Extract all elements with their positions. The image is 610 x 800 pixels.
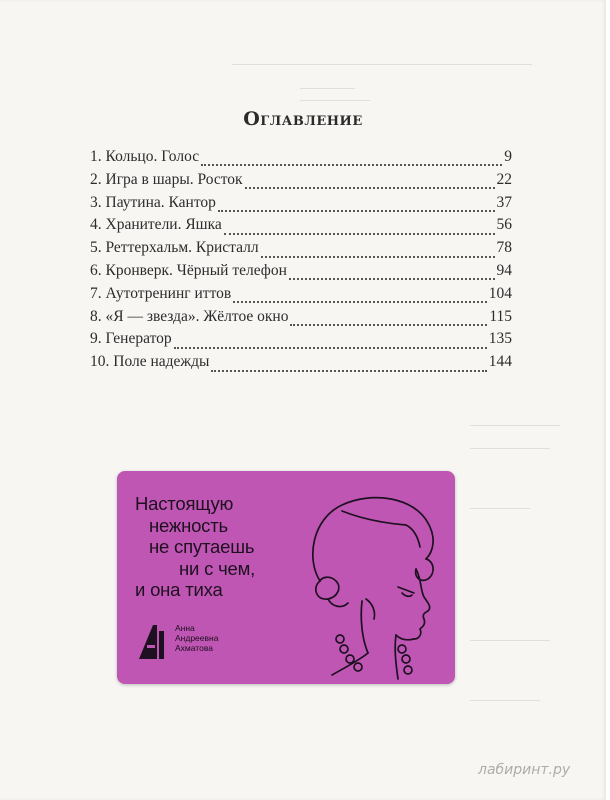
toc-leader-dots xyxy=(233,301,487,303)
bleed-through-line xyxy=(470,448,550,449)
author-line: Андреевна xyxy=(175,633,219,643)
toc-entry xyxy=(90,194,512,217)
toc-entry xyxy=(90,308,512,331)
toc-entry xyxy=(90,330,512,353)
toc-leader-dots xyxy=(218,210,495,212)
toc-entry-label: 3. Паутина. Кантор xyxy=(90,193,216,211)
toc-entry xyxy=(90,285,512,308)
toc-entry-label: 2. Игра в шары. Росток xyxy=(90,170,243,188)
toc-entry-label: 7. Аутотренинг иттов xyxy=(90,284,232,302)
toc-leader-dots xyxy=(289,278,495,280)
toc-entry xyxy=(90,353,512,376)
toc-entry-label: 5. Реттерхальм. Кристалл xyxy=(90,239,259,257)
toc-leader-dots xyxy=(201,164,502,166)
bleed-through-line xyxy=(232,64,532,65)
quote-line: Настоящую xyxy=(135,493,234,514)
bookmark-card xyxy=(117,471,455,684)
toc-entry-label: 1. Кольцо. Голос xyxy=(90,148,200,165)
quote-line: не спутаешь xyxy=(149,536,255,557)
toc-entry-page: 104 xyxy=(488,284,512,302)
toc-entry xyxy=(90,148,512,171)
toc-leader-dots xyxy=(261,256,495,258)
bleed-through-line xyxy=(470,700,540,701)
toc-entry-page: 94 xyxy=(496,261,512,279)
bleed-through-line xyxy=(300,100,370,101)
toc-entry-page: 22 xyxy=(496,170,512,188)
toc-entry xyxy=(90,262,512,285)
toc-entry xyxy=(90,171,512,194)
woman-profile-icon xyxy=(302,489,452,684)
toc-entry xyxy=(90,239,512,262)
author-line: Ахматова xyxy=(175,643,213,653)
quote-line: нежность xyxy=(149,514,228,536)
card-author xyxy=(175,623,265,653)
quote-line: ни с чем, xyxy=(179,557,256,579)
toc-entry-page: 56 xyxy=(496,216,512,234)
toc-leader-dots xyxy=(290,324,487,326)
toc-entry-page: 144 xyxy=(488,353,512,371)
bleed-through-line xyxy=(470,640,550,641)
publisher-a-logo-icon xyxy=(137,621,169,661)
toc-entry-page: 78 xyxy=(496,239,512,257)
author-line: Анна xyxy=(175,623,195,633)
toc-entry-page: 9 xyxy=(504,148,512,165)
toc-list xyxy=(90,148,512,376)
toc-title: Оглавление xyxy=(243,108,363,130)
toc-entry-label: 8. «Я — звезда». Жёлтое окно xyxy=(90,307,289,325)
toc-entry xyxy=(90,216,512,239)
toc-entry-page: 135 xyxy=(488,330,512,348)
bleed-through-line xyxy=(470,508,530,509)
bleed-through-line xyxy=(470,425,560,426)
toc-entry-label: 9. Генератор xyxy=(90,330,172,348)
toc-entry-label: 4. Хранители. Яшка xyxy=(90,216,222,234)
toc-leader-dots xyxy=(211,370,486,372)
toc-leader-dots xyxy=(224,233,495,235)
quote-line: и она тиха xyxy=(135,579,223,600)
toc-leader-dots xyxy=(245,187,495,189)
toc-entry-page: 37 xyxy=(496,193,512,211)
toc-leader-dots xyxy=(174,347,487,349)
bleed-through-line xyxy=(300,88,355,89)
watermark-text: лабиринт.ру xyxy=(478,762,571,778)
toc-entry-label: 6. Кронверк. Чёрный телефон xyxy=(90,261,287,279)
toc-entry-page: 115 xyxy=(489,307,512,325)
toc-entry-label: 10. Поле надежды xyxy=(90,353,210,371)
